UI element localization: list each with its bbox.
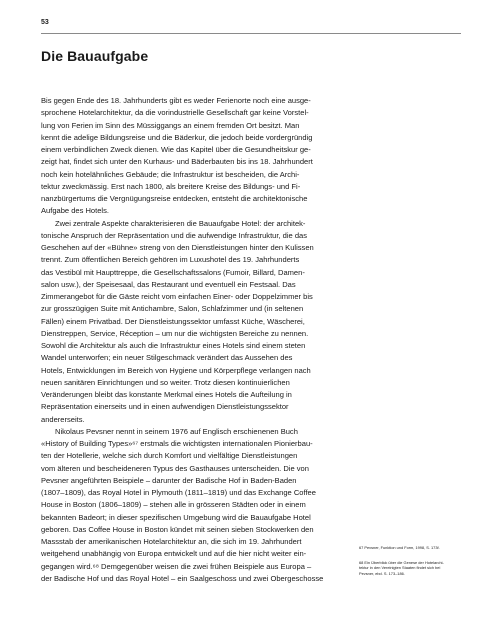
body-line: vom älteren und bescheideneren Typus des Gasthauses unterscheiden. Die von xyxy=(41,463,309,473)
body-line: Wandel unterworfen; ein neuer Stilgeschmack verändert das Aussehen des xyxy=(41,353,293,363)
body-line: Sowohl die Architektur als auch die Infrastruktur eines Hotels sind einem steten xyxy=(41,341,306,350)
body-line: ten der Hotellerie, welche sich durch Komfort und vielfältige Dienstleistungen xyxy=(41,451,298,461)
body-line: andererseits. xyxy=(41,414,85,424)
body-line: sprochene Hotelarchitektur, da die vorindustrielle Gesellschaft gar keine Vorstel- xyxy=(41,108,309,118)
body-line: gegangen wird.⁶⁸ Demgegenüber weisen die zwei frühen Beispiele aus Europa – xyxy=(41,561,312,571)
body-line: House in Boston (1806–1809) – stehen alle in grösseren Städten oder in einem xyxy=(41,500,306,510)
body-line: das Vestibül mit Haupttreppe, die Gesellschaftssalons (Fumoir, Billard, Damen- xyxy=(41,267,305,277)
body-line: geboren. Das Coffee House in Boston kündet mit seinen sieben Stockwerken den xyxy=(41,524,314,534)
body-line: Zwei zentrale Aspekte charakterisieren die Bauaufgabe Hotel: der architek- xyxy=(55,218,306,228)
body-line: noch kein hotelähnliches Gebäude; die Infrastruktur ist bescheiden, die Archi- xyxy=(41,169,300,179)
body-line: Geschehen auf der «Bühne» streng von den Dienstleistungen hinter den Kulissen xyxy=(41,243,314,252)
body-line: Nikolaus Pevsner nennt in seinem 1976 auf Englisch erschienenen Buch xyxy=(55,426,298,436)
body-line: Massstab der amerikanischen Hotelarchitektur an, die sich im 19. Jahrhundert xyxy=(41,537,302,546)
top-rule xyxy=(41,33,461,34)
body-line: Hotels, Entwicklungen im Bereich von Hygiene und Körperpflege verlangen nach xyxy=(41,365,311,375)
body-line: Fällen) einem Privatbad. Der Dienstleistungssektor umfasst Küche, Wäscherei, xyxy=(41,316,305,326)
body-line: bekannten Badeort; in dieser spezifischen Umgebung wird die Bauaufgabe Hotel xyxy=(41,512,311,522)
footnote-line: Pevsner, ebd. S. 173–186. xyxy=(359,570,405,576)
footnote-line: tektur in den Vereinigten Staaten findet sich bei xyxy=(359,565,441,571)
body-line: Dienstreppen, Service, Réception – um nur die wichtigsten Bereiche zu nennen. xyxy=(41,328,309,338)
body-line: Repräsentation einerseits und in einen aufwendigen Dienstleistungssektor xyxy=(41,402,289,412)
footnote-line: 68 Ein Überblick über die Genese der Hotelarchi- xyxy=(359,560,444,565)
body-line: zur grosszügigen Suite mit Antichambre, Salon, Schlafzimmer und (in seltenen xyxy=(41,304,304,314)
body-line: neuen sanitären Einrichtungen und so weiter. Trotz diesen kontinuierlichen xyxy=(41,377,290,387)
body-line: Pevsner angeführten Beispiele – darunter der Badische Hof in Baden-Baden xyxy=(41,475,297,485)
body-line: Veränderungen bleibt das konstante Merkmal eines Hotels die Aufteilung in xyxy=(41,390,292,399)
body-line: kennt die adelige Bildungsreise und die Bäderkur, die jedoch beide vordergründig xyxy=(41,132,313,142)
chapter-title: Die Bauaufgabe xyxy=(41,48,149,64)
body-line: weitgehend unabhängig von Europa entwickelt und auf die hier nicht weiter ein- xyxy=(41,549,307,559)
body-line: trennt. Zum öffentlichen Bereich gehören im Luxushotel des 19. Jahrhunderts xyxy=(41,255,300,265)
body-line: salon usw.), der Speisesaal, das Restaurant und eventuell ein Festsaal. Das xyxy=(41,279,296,289)
body-line: zeigt hat, findet sich unter den Kurhaus- und Bäderbauten bis ins 18. Jahrhundert xyxy=(41,157,313,167)
body-line: Bis gegen Ende des 18. Jahrhunderts gibt es weder Ferienorte noch eine ausge- xyxy=(41,96,311,105)
body-text xyxy=(41,95,353,585)
body-line: der Badische Hof und das Royal Hotel – ein Saalgeschoss und zwei Obergeschosse xyxy=(41,573,324,583)
body-line: lung von Ferien im Sinn des Müssiggangs an einem fremden Ort besitzt. Man xyxy=(41,120,300,130)
body-line: (1807–1809), das Royal Hotel in Plymouth (1811–1819) und das Exchange Coffee xyxy=(41,488,316,497)
body-line: «History of Building Types»⁶⁷ erstmals die wichtigsten internationalen Pionierbau- xyxy=(41,439,313,448)
footnote-68 xyxy=(359,560,462,576)
body-line: tonische Anspruch der Repräsentation und die aufwendige Infrastruktur, die das xyxy=(41,230,307,240)
footnote-67 xyxy=(359,545,462,550)
body-line: tektur zweckmässig. Erst nach 1800, als breitere Kreise des Bildungs- und Fi- xyxy=(41,181,301,191)
body-line: Zimmerangebot für die Gäste reicht vom einfachen Einer- oder Doppelzimmer bis xyxy=(41,292,313,301)
body-line: Aufgabe des Hotels. xyxy=(41,206,109,216)
footnote-line: 67 Pevsner, Funktion und Form, 1998, S. 173f. xyxy=(359,545,440,550)
page-number: 53 xyxy=(41,19,49,26)
body-line: einem verbindlichen Zweck dienen. Wie das Kapitel über die Gesundheitskur ge- xyxy=(41,145,311,154)
body-line: nanzbürgertums die Vergnügungsreise entdecken, entsteht die architektonische xyxy=(41,194,308,203)
